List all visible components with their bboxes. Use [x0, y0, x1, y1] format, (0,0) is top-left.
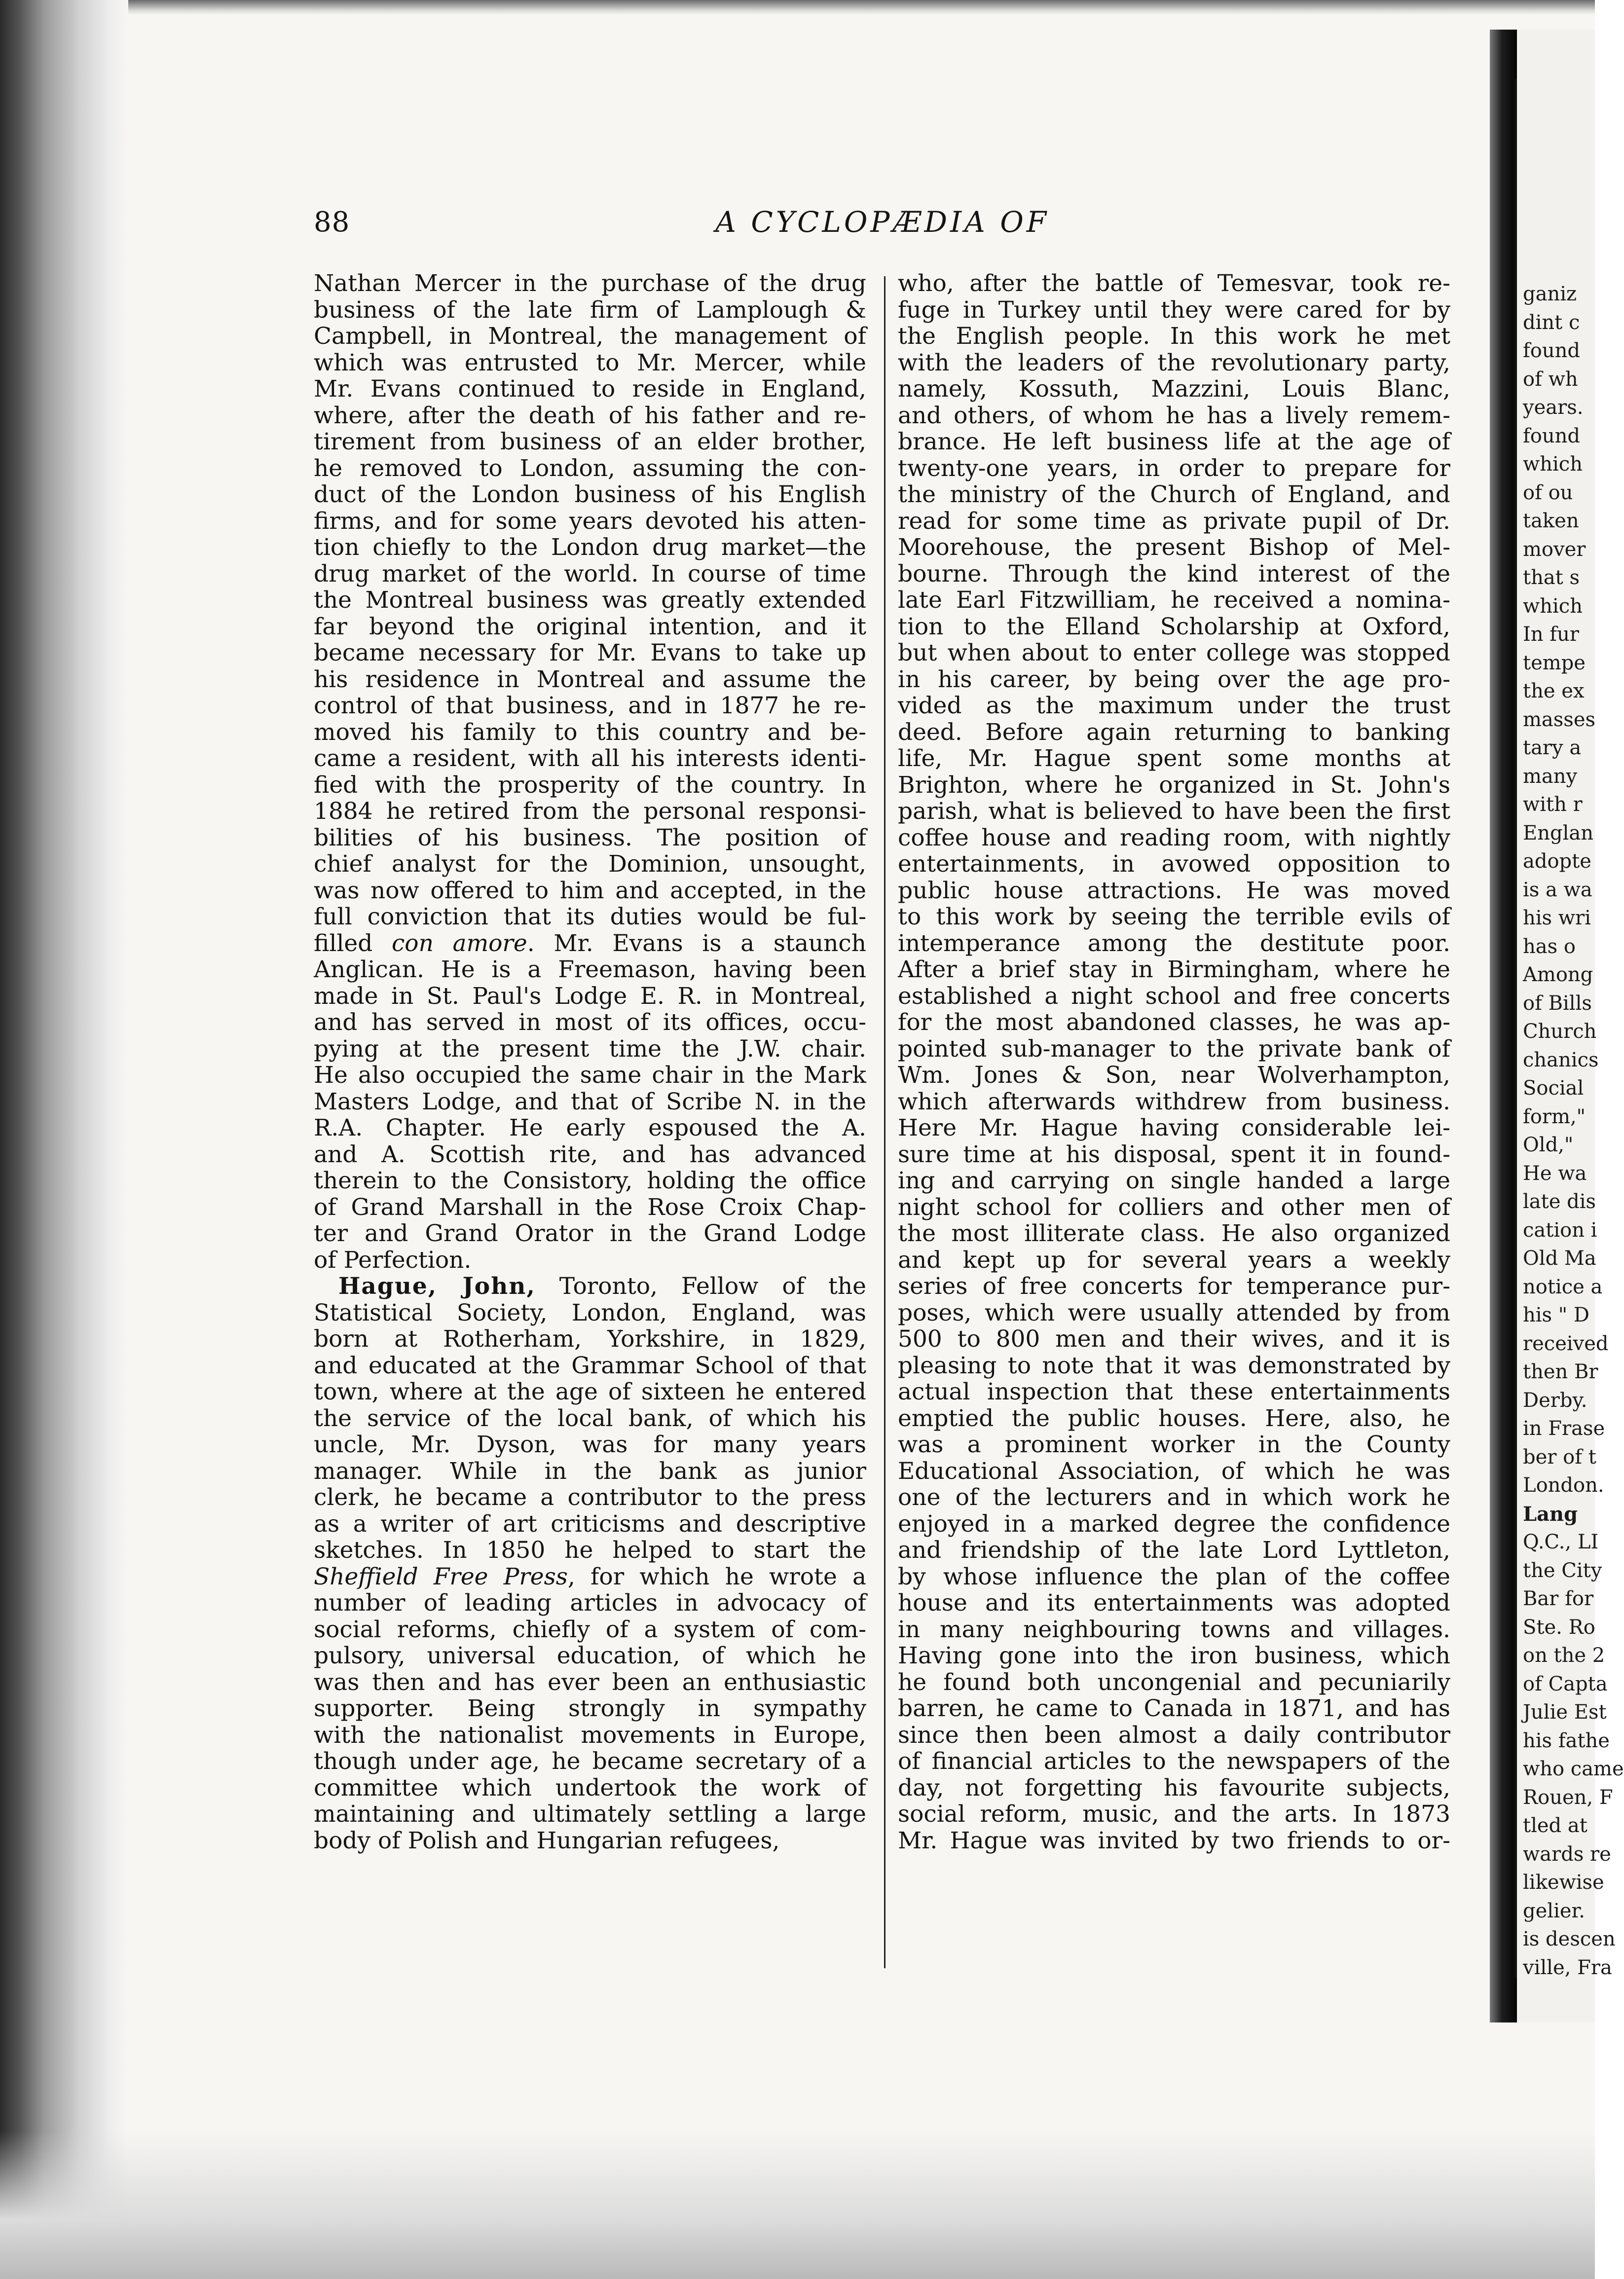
text-line: established a night school and free concerts	[898, 982, 1450, 1010]
text-line: R.A. Chapter. He early espoused the A.	[314, 1114, 866, 1141]
next-page-line-fragment: Lang	[1523, 1502, 1578, 1526]
next-page-line-fragment: Englan	[1523, 821, 1593, 845]
next-page-line-fragment: ganiz	[1523, 283, 1577, 305]
next-page-line-fragment: late dis	[1523, 1190, 1596, 1213]
next-page-line-fragment: mover	[1523, 538, 1586, 561]
text-line: tirement from business of an elder brother,	[314, 428, 866, 455]
text-line: series of free concerts for temperance pur-	[898, 1273, 1450, 1300]
text-line: pointed sub-manager to the private bank of	[898, 1035, 1450, 1063]
text-line: the English people. In this work he met	[898, 323, 1450, 350]
text-line: town, where at the age of sixteen he entered	[314, 1378, 866, 1405]
text-line: was now offered to him and accepted, in the	[314, 877, 866, 904]
text-line: coffee house and reading room, with nightly	[898, 824, 1450, 851]
text-line: Mr. Hague was invited by two friends to or-	[898, 1827, 1450, 1854]
text-line: maintaining and ultimately settling a large	[314, 1801, 866, 1828]
next-page-line-fragment: Old,"	[1523, 1134, 1574, 1156]
book-gutter-shadow	[1490, 30, 1517, 2022]
next-page-line-fragment: gelier.	[1523, 1899, 1585, 1922]
next-page-line-fragment: taken	[1523, 510, 1579, 532]
left-column	[314, 270, 866, 1854]
text-line: Here Mr. Hague having considerable lei-	[898, 1114, 1450, 1141]
text-line: He also occupied the same chair in the Mark	[314, 1062, 866, 1089]
text-line: was then and has ever been an enthusiastic	[314, 1668, 866, 1696]
text-line: sure time at his disposal, spent it in found-	[898, 1140, 1450, 1168]
text-line: barren, he came to Canada in 1871, and has	[898, 1695, 1450, 1722]
next-page-line-fragment: is a wa	[1523, 878, 1592, 901]
next-page-line-fragment: of ou	[1523, 481, 1573, 504]
next-page-line-fragment: which	[1523, 453, 1583, 476]
next-page-line-fragment: received	[1523, 1332, 1609, 1355]
text-line: and has served in most of its offices, occu-	[314, 1009, 866, 1036]
next-page-line-fragment: his " D	[1523, 1304, 1589, 1326]
next-page-line-fragment: ber of t	[1523, 1445, 1596, 1469]
text-line: parish, what is believed to have been the first	[898, 798, 1450, 825]
text-line: pying at the present time the J.W. chair.	[314, 1035, 866, 1063]
next-page-line-fragment: Rouen, F	[1523, 1786, 1613, 1809]
text-line: brance. He left business life at the age of	[898, 428, 1450, 455]
text-line: social reform, music, and the arts. In 1873	[898, 1801, 1450, 1828]
next-page-line-fragment: tary a	[1523, 736, 1582, 759]
text-line: ing and carrying on single handed a large	[898, 1167, 1450, 1194]
next-page-line-fragment: London.	[1523, 1474, 1604, 1497]
text-line: Anglican. He is a Freemason, having been	[314, 956, 866, 983]
text-line: and others, of whom he has a lively remem-	[898, 402, 1450, 429]
text-line: intemperance among the destitute poor.	[898, 929, 1450, 957]
next-page-line-fragment: ville, Fra	[1523, 1956, 1612, 1979]
next-page-line-fragment: Bar for	[1523, 1587, 1594, 1610]
text-line: bourne. Through the kind interest of the	[898, 560, 1450, 588]
next-page-line-fragment: years.	[1523, 396, 1584, 419]
text-line: as a writer of art criticisms and descriptive	[314, 1510, 866, 1538]
text-line: one of the lecturers and in which work he	[898, 1484, 1450, 1511]
text-line: supporter. Being strongly in sympathy	[314, 1695, 866, 1722]
right-column	[898, 270, 1450, 1854]
text-line: namely, Kossuth, Mazzini, Louis Blanc,	[898, 375, 1450, 403]
text-line: After a brief stay in Birmingham, where he	[898, 956, 1450, 983]
page-number: 88	[314, 206, 350, 238]
next-page-line-fragment: Church	[1523, 1020, 1597, 1043]
next-page-line-fragment: of wh	[1523, 368, 1578, 391]
text-line: Moorehouse, the present Bishop of Mel-	[898, 534, 1450, 561]
text-line: firms, and for some years devoted his atten-	[314, 507, 866, 535]
next-page-line-fragment: Ste. Ro	[1523, 1616, 1595, 1639]
next-page-line-fragment: wards re	[1523, 1842, 1611, 1866]
text-line: deed. Before again returning to banking	[898, 718, 1450, 746]
text-line: of Grand Marshall in the Rose Croix Chap-	[314, 1193, 866, 1221]
text-line: Educational Association, of which he was	[898, 1457, 1450, 1485]
text-line: therein to the Consistory, holding the office	[314, 1167, 866, 1194]
text-line: twenty-one years, in order to prepare for	[898, 454, 1450, 482]
text-line: since then been almost a daily contributor	[898, 1721, 1450, 1749]
next-page-line-fragment: is descen	[1523, 1928, 1616, 1950]
next-page-line-fragment: adopte	[1523, 850, 1591, 873]
text-line: and educated at the Grammar School of that	[314, 1352, 866, 1379]
entry-first-line-text: Toronto, Fellow of the	[535, 1273, 866, 1300]
italic-phrase: con amore	[391, 929, 527, 957]
text-line: and friendship of the late Lord Lyttleton,	[898, 1537, 1450, 1564]
text-line: number of leading articles in advocacy of	[314, 1589, 866, 1617]
text-line: ter and Grand Orator in the Grand Lodge	[314, 1220, 866, 1247]
text-line: with the nationalist movements in Europe,	[314, 1721, 866, 1749]
text-line: chief analyst for the Dominion, unsought,	[314, 850, 866, 878]
text-line: Nathan Mercer in the purchase of the drug	[314, 270, 866, 297]
next-page-line-fragment: Social	[1523, 1077, 1584, 1100]
text-line: full conviction that its duties would be ful-	[314, 903, 866, 930]
next-page-line-fragment: found	[1523, 339, 1581, 362]
next-page-fragment	[1517, 30, 1624, 2022]
next-page-line-fragment: form,"	[1523, 1105, 1586, 1128]
text-line: life, Mr. Hague spent some months at	[898, 745, 1450, 772]
next-page-line-fragment: of Bills	[1523, 992, 1592, 1015]
text-line: public house attractions. He was moved	[898, 877, 1450, 904]
text-line: he removed to London, assuming the con-	[314, 454, 866, 482]
column-divider	[884, 276, 886, 1968]
text-line: social reforms, chiefly of a system of com-	[314, 1616, 866, 1643]
text-line: Masters Lodge, and that of Scribe N. in the	[314, 1088, 866, 1115]
text-line: came a resident, with all his interests identi-	[314, 745, 866, 772]
text-line: night school for colliers and other men of	[898, 1193, 1450, 1221]
next-page-line-fragment: which	[1523, 594, 1583, 618]
text-line: with the leaders of the revolutionary party,	[898, 349, 1450, 376]
text-line: for the most abandoned classes, he was ap-	[898, 1009, 1450, 1036]
text-line: moved his family to this country and be-	[314, 718, 866, 746]
text-line: read for some time as private pupil of Dr.	[898, 507, 1450, 535]
next-page-line-fragment: chanics	[1523, 1048, 1599, 1071]
text-line: clerk, he became a contributor to the press	[314, 1484, 866, 1511]
text-line: made in St. Paul's Lodge E. R. in Montreal,	[314, 982, 866, 1010]
text-line: manager. While in the bank as junior	[314, 1457, 866, 1485]
text-line: committee which undertook the work of	[314, 1774, 866, 1801]
next-page-line-fragment: cation i	[1523, 1218, 1597, 1242]
text-line: filled con amore. Mr. Evans is a staunch	[314, 929, 866, 957]
next-page-line-fragment: of Capta	[1523, 1672, 1608, 1695]
text-line: uncle, Mr. Dyson, was for many years	[314, 1431, 866, 1458]
next-page-line-fragment: many	[1523, 765, 1578, 788]
text-line: pulsory, universal education, of which he	[314, 1642, 866, 1669]
text-line: day, not forgetting his favourite subjects,	[898, 1774, 1450, 1801]
next-page-line-fragment: the ex	[1523, 680, 1585, 702]
next-page-line-fragment: then Br	[1523, 1360, 1598, 1383]
text-line: where, after the death of his father and re-	[314, 402, 866, 429]
next-page-line-fragment: the City	[1523, 1559, 1602, 1582]
text-line: the service of the local bank, of which his	[314, 1404, 866, 1432]
text-line: of financial articles to the newspapers of the	[898, 1748, 1450, 1775]
next-page-line-fragment: his wri	[1523, 907, 1591, 929]
running-title: A CYCLOPÆDIA OF	[715, 205, 1050, 239]
text-line: fuge in Turkey until they were cared for by	[898, 296, 1450, 324]
text-line: the ministry of the Church of England, and	[898, 481, 1450, 508]
text-line: to this work by seeing the terrible evils of	[898, 903, 1450, 930]
next-page-line-fragment: Old Ma	[1523, 1247, 1596, 1270]
next-page-line-fragment: found	[1523, 424, 1581, 447]
scan-left-edge	[0, 0, 128, 2279]
next-page-line-fragment: notice a	[1523, 1275, 1603, 1298]
text-line: 1884 he retired from the personal responsi-	[314, 798, 866, 825]
text-line: bilities of his business. The position of	[314, 824, 866, 851]
text-line: actual inspection that these entertainments	[898, 1378, 1450, 1405]
next-page-line-fragment: Q.C., LI	[1523, 1531, 1599, 1553]
text-line: 500 to 800 men and their wives, and it is	[898, 1325, 1450, 1353]
text-line: Mr. Evans continued to reside in England,	[314, 375, 866, 403]
next-page-line-fragment: likewise	[1523, 1871, 1604, 1894]
text-line: and A. Scottish rite, and has advanced	[314, 1140, 866, 1168]
text-line: was a prominent worker in the County	[898, 1431, 1450, 1458]
text-line: Wm. Jones & Son, near Wolverhampton,	[898, 1062, 1450, 1089]
text-line: and kept up for several years a weekly	[898, 1246, 1450, 1274]
text-line: tion to the Elland Scholarship at Oxford,	[898, 613, 1450, 640]
text-line: the Montreal business was greatly extended	[314, 587, 866, 614]
next-page-line-fragment: Derby.	[1523, 1389, 1587, 1412]
text-line: who, after the battle of Temesvar, took re-	[898, 270, 1450, 297]
text-line: though under age, he became secretary of a	[314, 1748, 866, 1775]
text-line: poses, which were usually attended by from	[898, 1299, 1450, 1326]
text-line: tion chiefly to the London drug market—the	[314, 534, 866, 561]
scan-top-edge	[0, 0, 1595, 15]
italic-phrase: Sheffield Free Press	[314, 1563, 568, 1590]
text-line: Brighton, where he organized in St. John's	[898, 771, 1450, 799]
text-line: his residence in Montreal and assume the	[314, 665, 866, 693]
text-line: which was entrusted to Mr. Mercer, while	[314, 349, 866, 376]
entry-headword: Hague, John,	[338, 1273, 536, 1300]
text-line: entertainments, in avowed opposition to	[898, 850, 1450, 878]
text-line: the most illiterate class. He also organized	[898, 1220, 1450, 1247]
next-page-line-fragment: with r	[1523, 793, 1583, 816]
text-line: far beyond the original intention, and it	[314, 613, 866, 640]
text-line: house and its entertainments was adopted	[898, 1589, 1450, 1617]
text-line: enjoyed in a marked degree the confidence	[898, 1510, 1450, 1538]
next-page-line-fragment: Julie Est	[1523, 1701, 1607, 1724]
text-line: vided as the maximum under the trust	[898, 692, 1450, 719]
text-line: body of Polish and Hungarian refugees,	[314, 1827, 780, 1854]
text-line: became necessary for Mr. Evans to take up	[314, 639, 866, 666]
text-line: Campbell, in Montreal, the management of	[314, 323, 866, 350]
text-line: pleasing to note that it was demonstrated by	[898, 1352, 1450, 1379]
next-page-line-fragment: on the 2	[1523, 1644, 1605, 1667]
text-line: of Perfection.	[314, 1246, 472, 1274]
next-page-line-fragment: in Frase	[1523, 1417, 1605, 1440]
next-page-line-fragment: his fathe	[1523, 1729, 1610, 1752]
text-line: business of the late firm of Lamplough &	[314, 296, 866, 324]
next-page-line-fragment: has o	[1523, 935, 1576, 958]
next-page-line-fragment: tled at	[1523, 1814, 1587, 1837]
text-line: he found both uncongenial and pecuniarily	[898, 1668, 1450, 1696]
next-page-line-fragment: Among	[1523, 963, 1593, 986]
text-line: Statistical Society, London, England, was	[314, 1299, 866, 1326]
text-line: Having gone into the iron business, which	[898, 1642, 1450, 1669]
text-line: born at Rotherham, Yorkshire, in 1829,	[314, 1325, 866, 1353]
text-line: by whose influence the plan of the coffee	[898, 1563, 1450, 1590]
text-line: emptied the public houses. Here, also, he	[898, 1404, 1450, 1432]
next-page-line-fragment: masses	[1523, 708, 1596, 731]
text-line: in many neighbouring towns and villages.	[898, 1616, 1450, 1643]
text-line: late Earl Fitzwilliam, he received a nomina-	[898, 587, 1450, 614]
text-line: Sheffield Free Press, for which he wrote a	[314, 1563, 867, 1590]
scan-bottom-edge	[0, 2131, 1595, 2279]
text-line: drug market of the world. In course of time	[314, 560, 866, 588]
text-line: which afterwards withdrew from business.	[898, 1088, 1450, 1115]
text-line: duct of the London business of his English	[314, 481, 866, 508]
entry-first-line	[314, 1273, 866, 1300]
text-line: but when about to enter college was stopped	[898, 639, 1450, 666]
next-page-line-fragment: that s	[1523, 566, 1580, 589]
next-page-line-fragment: He wa	[1523, 1162, 1587, 1185]
text-line: control of that business, and in 1877 he re-	[314, 692, 866, 719]
text-line: in his career, by being over the age pro-	[898, 665, 1450, 693]
next-page-line-fragment: tempe	[1523, 651, 1586, 674]
next-page-line-fragment: In fur	[1523, 623, 1579, 646]
text-line: fied with the prosperity of the country. In	[314, 771, 866, 799]
next-page-line-fragment: dint c	[1523, 311, 1580, 334]
next-page-line-fragment: who came	[1523, 1758, 1624, 1780]
text-line: sketches. In 1850 he helped to start the	[314, 1537, 866, 1564]
